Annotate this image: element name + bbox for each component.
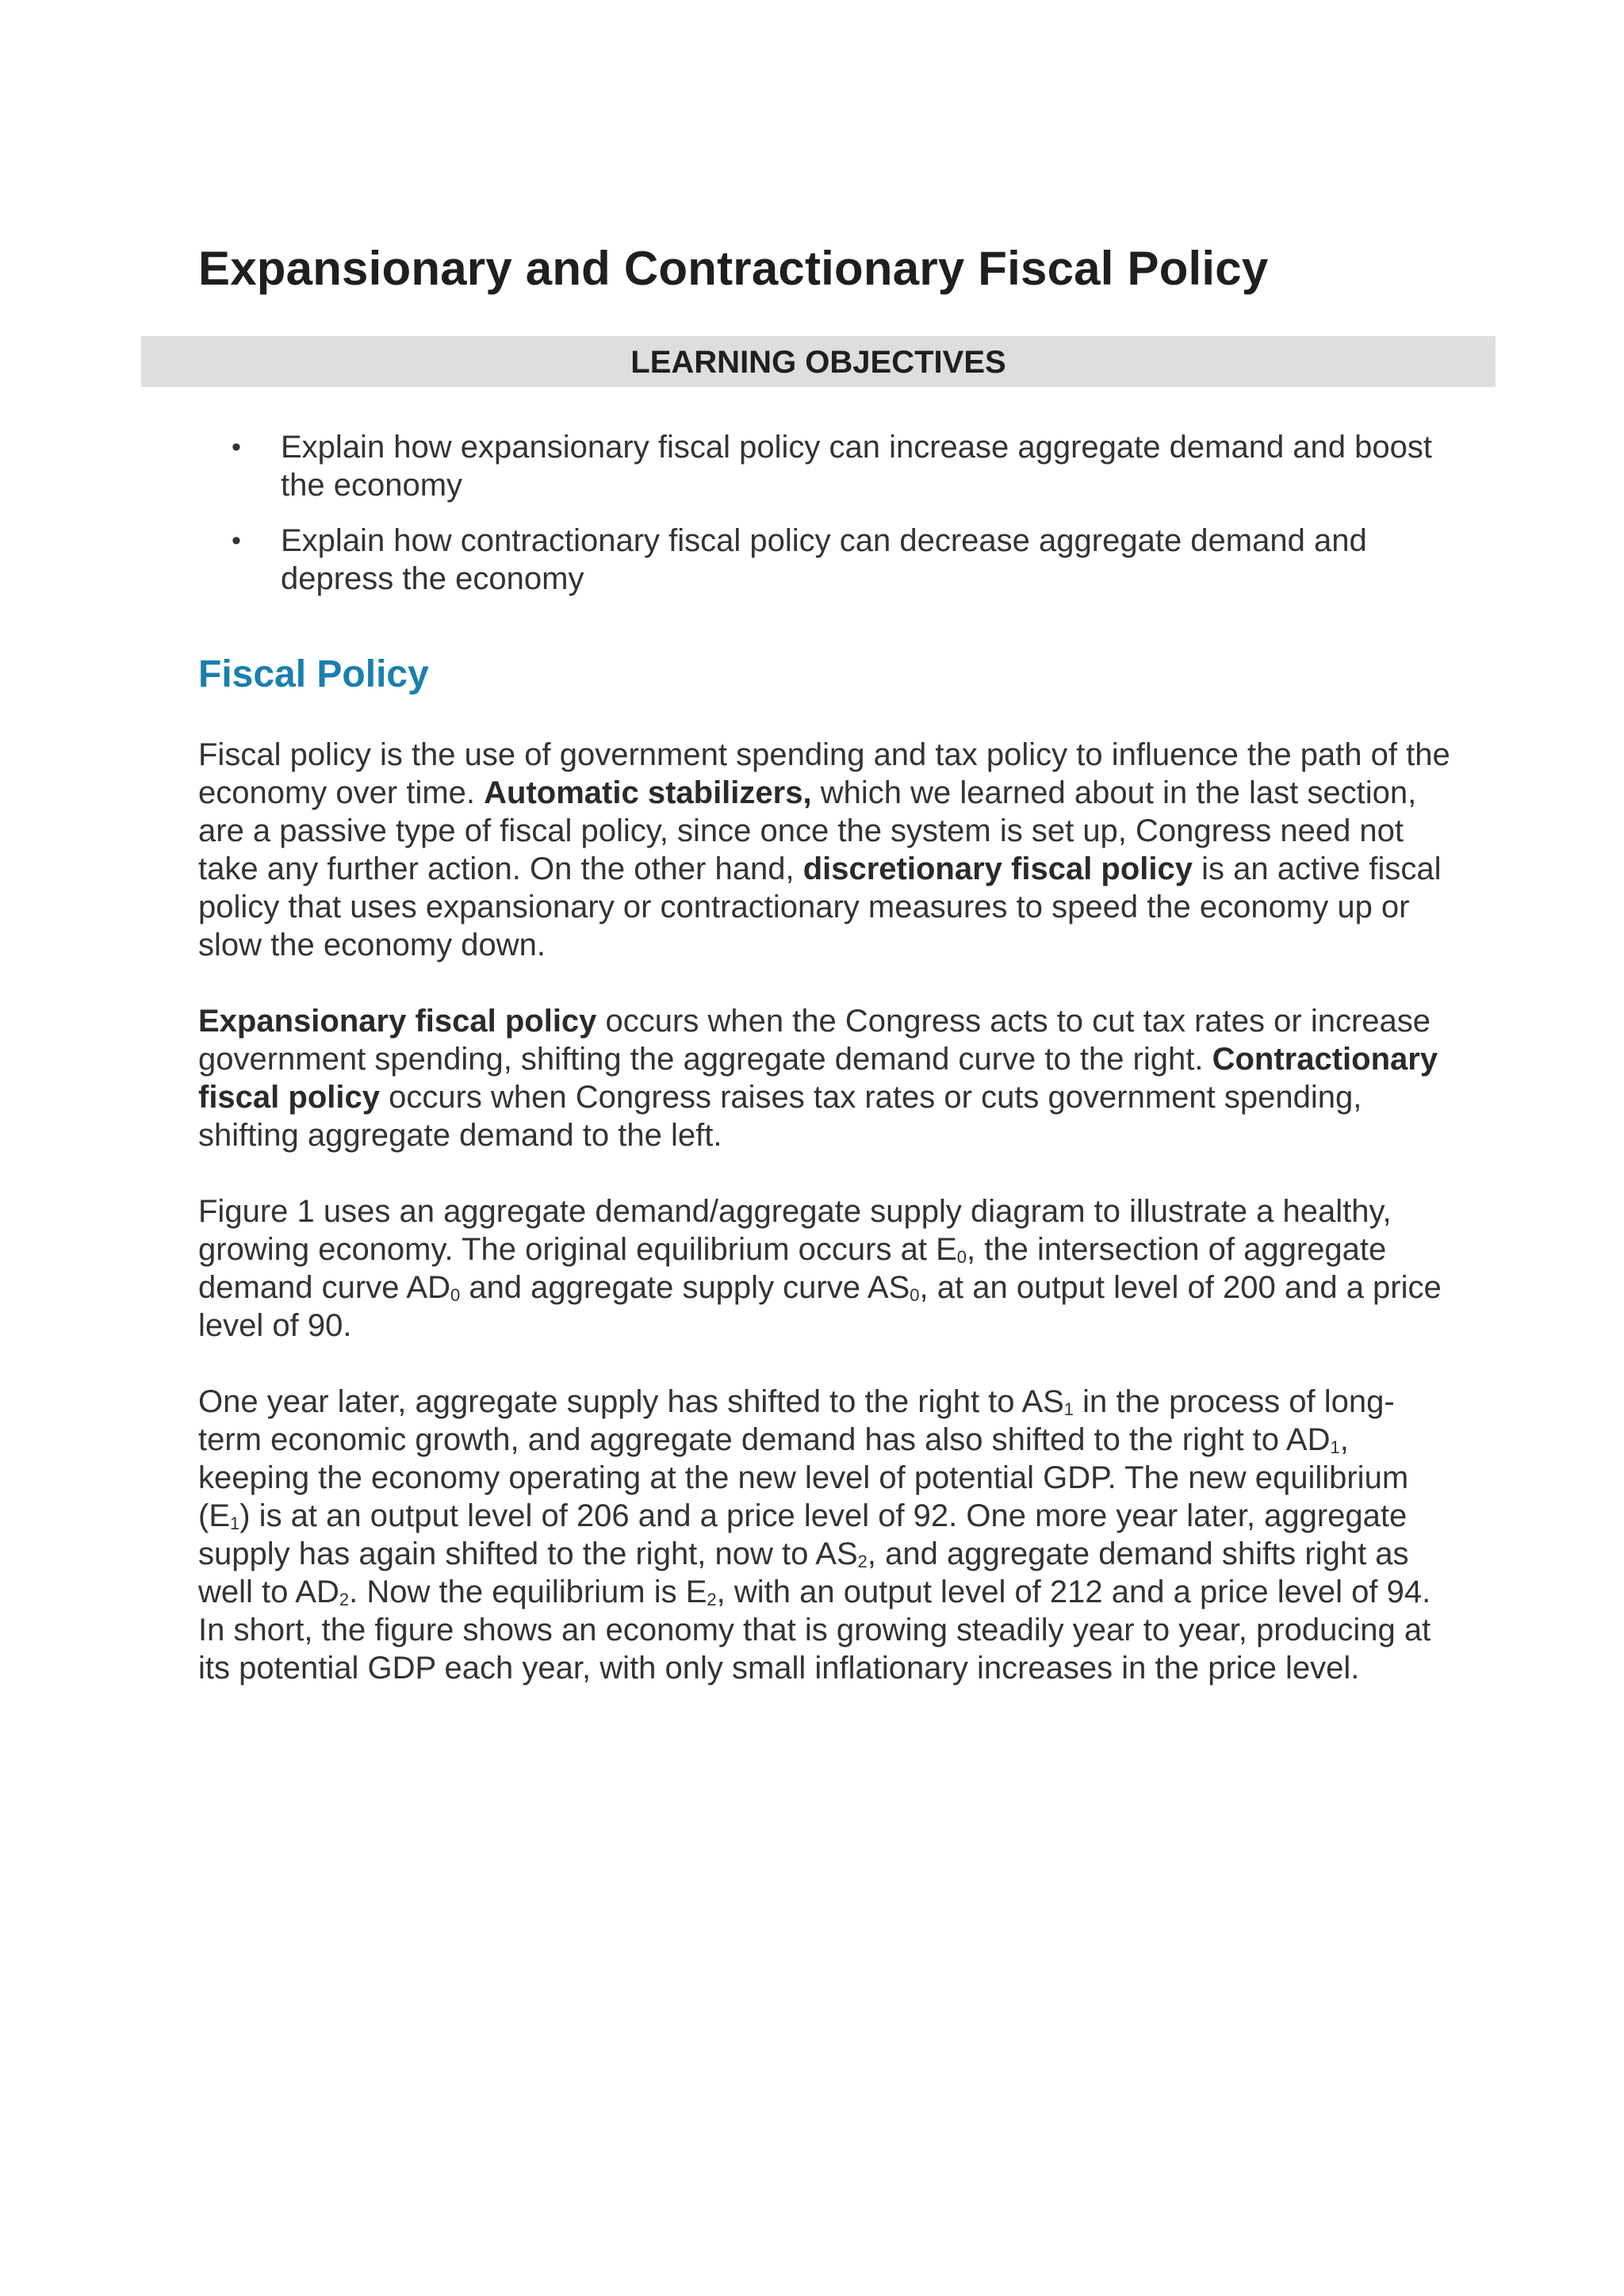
learning-objectives-heading: LEARNING OBJECTIVES bbox=[141, 336, 1496, 387]
term-discretionary-fiscal-policy: discretionary fiscal policy bbox=[802, 851, 1193, 886]
objective-text: Explain how contractionary fiscal policy can decrease aggregate demand and depress the economy bbox=[281, 523, 1367, 596]
text-run: Fiscal policy is the use of government spending and tax policy to influence the path of the economy over time. bbox=[198, 737, 1450, 810]
objective-item bbox=[232, 428, 1454, 504]
text-run: which we learned about in the last section, are a passive type of fiscal policy, since once the system is set up, Congress need not take any further action. On the other hand, bbox=[198, 775, 1417, 886]
page-title: Expansionary and Contractionary Fiscal Policy bbox=[198, 242, 1269, 295]
bullet-icon: • bbox=[232, 432, 241, 462]
text-run: , the intersection of aggregate demand curve AD bbox=[198, 1232, 1387, 1305]
term-expansionary-fiscal-policy: Expansionary fiscal policy bbox=[198, 1004, 597, 1039]
subscript: 2 bbox=[707, 1590, 717, 1609]
learning-objectives-list bbox=[232, 428, 1454, 615]
subscript: 2 bbox=[339, 1590, 350, 1609]
bullet-icon: • bbox=[232, 526, 241, 556]
text-run: , keeping the economy operating at the new level of potential GDP. The new equilibrium (E bbox=[198, 1422, 1409, 1533]
text-run: , and aggregate demand shifts right as well to AD bbox=[198, 1536, 1409, 1609]
text-run: . Now the equilibrium is E bbox=[349, 1575, 707, 1609]
paragraph-expansionary-contractionary bbox=[198, 1002, 1451, 1154]
subscript: 1 bbox=[1330, 1437, 1340, 1457]
text-run: , at an output level of 200 and a price level of 90. bbox=[198, 1270, 1442, 1343]
text-run: occurs when the Congress acts to cut tax rates or increase government spending, shifting the aggregate demand curve to the right. bbox=[198, 1004, 1431, 1077]
body-text bbox=[198, 736, 1451, 1725]
text-run: , with an output level of 212 and a price level of 94. In short, the figure shows an economy that is growing steadily year to year, producing at its potential GDP each year, with only small inflationary increases in the price level. bbox=[198, 1575, 1431, 1686]
section-heading-fiscal-policy: Fiscal Policy bbox=[198, 653, 429, 695]
subscript: 0 bbox=[956, 1247, 967, 1267]
text-run: Figure 1 uses an aggregate demand/aggregate supply diagram to illustrate a healthy, growing economy. The original equilibrium occurs at E bbox=[198, 1194, 1392, 1267]
text-run: One year later, aggregate supply has shifted to the right to AS bbox=[198, 1384, 1064, 1419]
term-contractionary-fiscal-policy: Contractionary fiscal policy bbox=[198, 1042, 1438, 1115]
term-automatic-stabilizers: Automatic stabilizers, bbox=[484, 775, 812, 810]
text-run: in the process of long-term economic growth, and aggregate demand has also shifted to the right to AD bbox=[198, 1384, 1395, 1457]
text-run: occurs when Congress raises tax rates or cuts government spending, shifting aggregate demand to the left. bbox=[198, 1080, 1362, 1153]
objective-text: Explain how expansionary fiscal policy can increase aggregate demand and boost the economy bbox=[281, 430, 1433, 503]
text-run: is an active fiscal policy that uses expansionary or contractionary measures to speed the economy up or slow the economy down. bbox=[198, 851, 1442, 962]
text-run: ) is at an output level of 206 and a price level of 92. One more year later, aggregate supply has again shifted to the right, now to AS bbox=[198, 1498, 1408, 1571]
text-run: and aggregate supply curve AS bbox=[460, 1270, 910, 1305]
subscript: 0 bbox=[910, 1285, 920, 1305]
paragraph-fiscal-policy-definition bbox=[198, 736, 1451, 964]
paragraph-figure-1-description bbox=[198, 1192, 1451, 1345]
subscript: 1 bbox=[230, 1513, 240, 1533]
subscript: 2 bbox=[857, 1552, 868, 1571]
paragraph-growth-over-time bbox=[198, 1383, 1451, 1687]
objective-item bbox=[232, 522, 1454, 598]
subscript: 0 bbox=[450, 1285, 461, 1305]
subscript: 1 bbox=[1063, 1399, 1074, 1419]
